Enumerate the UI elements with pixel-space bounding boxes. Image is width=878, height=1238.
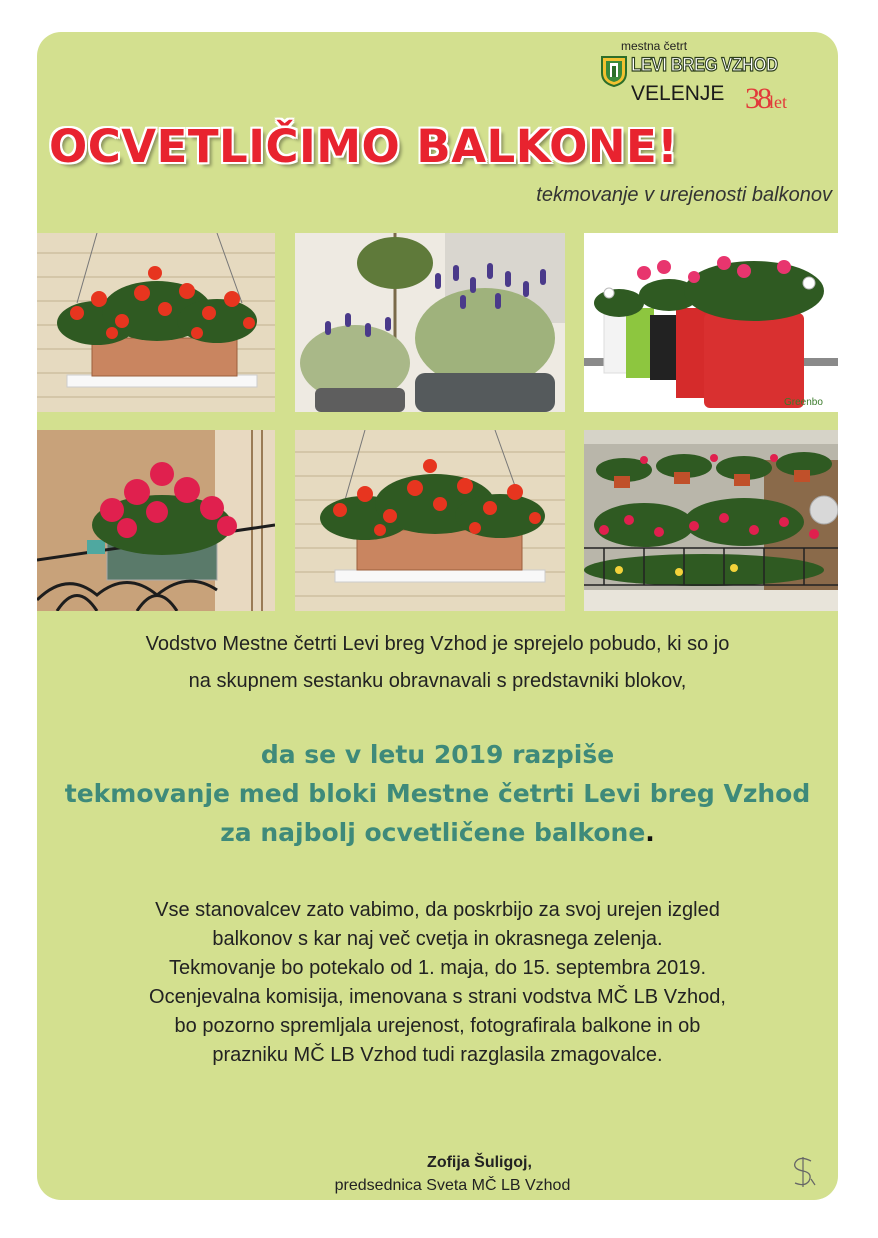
logo-years-number: 38 (745, 82, 769, 115)
intro-line: Vodstvo Mestne četrti Levi breg Vzhod je sprejelo pobudo, ki so jo (145, 633, 730, 655)
highlight-text (37, 735, 838, 852)
highlight-line: tekmovanje med bloki Mestne četrti Levi breg Vzhod (64, 779, 811, 808)
body-line: balkonov s kar naj več cvetja in okrasnega zelenja. (212, 928, 663, 950)
photo-colorful-railing-planters (584, 233, 838, 412)
body-line: Ocenjevalna komisija, imenovana s strani vodstva MČ LB Vzhod, (149, 986, 726, 1008)
logo-years-suffix: let (769, 92, 787, 112)
intro-text (37, 626, 838, 700)
page-title: OCVETLIČIMO BALKONE! (49, 120, 679, 173)
greenbo-brand-text: Greenbo (784, 397, 823, 408)
shield-icon (601, 55, 627, 87)
body-text (37, 896, 838, 1070)
body-line: prazniku MČ LB Vzhod tudi razglasila zmagovalce. (212, 1044, 663, 1066)
highlight-line-text: za najbolj ocvetličene balkone (220, 818, 646, 847)
photo-flower-balcony-block (584, 430, 838, 611)
logo-city: VELENJE (631, 82, 725, 105)
page-subtitle: tekmovanje v urejenosti balkonov (536, 184, 832, 206)
body-line: bo pozorno spremljala urejenost, fotografirala balkone in ob (174, 1015, 701, 1037)
photo-flower-box-red-impatiens-2 (295, 430, 565, 611)
logo-name: LEVI BREG VZHOD (631, 55, 778, 76)
intro-line (37, 663, 838, 700)
body-line: Tekmovanje bo potekalo od 1. maja, do 15. septembra 2019. (168, 957, 706, 979)
logo-small-text: mestna četrt (621, 39, 688, 53)
logo-years (745, 82, 787, 116)
signature-name: Zofija Šuligoj, (427, 1154, 532, 1171)
highlight-line: da se v letu 2019 razpiše (260, 740, 615, 769)
photo-red-geraniums-railing (37, 430, 275, 611)
signature-mark-icon (789, 1155, 819, 1189)
poster-card (37, 32, 838, 1200)
photo-lavender-pots (295, 233, 565, 412)
district-logo (601, 37, 816, 127)
highlight-line (37, 813, 838, 852)
signature-role: predsednica Sveta MČ LB Vzhod (334, 1177, 571, 1194)
highlight-period: . (645, 818, 655, 847)
photo-flower-box-red-impatiens (37, 233, 275, 412)
body-line: Vse stanovalcev zato vabimo, da poskrbijo za svoj urejen izgled (155, 899, 720, 921)
intro-line-text: na skupnem sestanku obravnavali s predstavniki blokov, (188, 670, 687, 692)
